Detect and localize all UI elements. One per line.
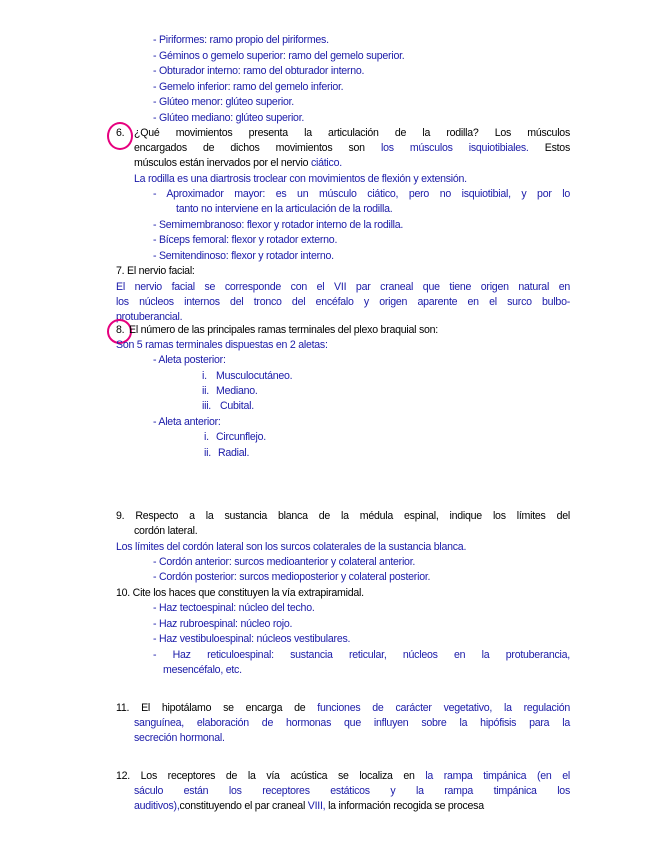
question-text: 9. Respecto a la sustancia blanca de la médula espinal, indique los límites del xyxy=(116,510,570,522)
question-fragment: Estos xyxy=(544,142,570,154)
list-item: - Semimembranoso: flexor y rotador interno de la rodilla. xyxy=(153,219,404,231)
roman-numeral: i. xyxy=(204,431,209,443)
answer-text: los núcleos internos del tronco del encéfalo y origen aparente en el surco bulbo- xyxy=(116,296,570,308)
answer-text: secreción hormonal. xyxy=(134,732,225,744)
list-item: - Haz rubroespinal: núcleo rojo. xyxy=(153,618,293,630)
answer-fragment: auditivos), xyxy=(134,800,180,812)
list-heading: - Aleta posterior: xyxy=(153,354,226,366)
nerve-name: Cubital. xyxy=(220,400,254,412)
list-item-continuation: mesencéfalo, etc. xyxy=(163,664,242,676)
roman-list-item xyxy=(204,446,249,461)
nerve-name: Circunflejo. xyxy=(216,431,266,443)
question-fragment: músculos están inervados por el nervio xyxy=(134,157,309,169)
list-item: - Piriformes: ramo propio del piriformes. xyxy=(153,34,329,46)
list-item: - Glúteo menor: glúteo superior. xyxy=(153,96,294,108)
answer-text: Son 5 ramas terminales dispuestas en 2 aletas: xyxy=(116,339,328,351)
roman-numeral: ii. xyxy=(204,447,211,459)
answer-fragment: funciones de carácter vegetativo, la regulación xyxy=(317,702,570,714)
question-fragment: 12. Los receptores de la vía acústica se localiza en xyxy=(116,770,415,782)
question-text xyxy=(134,141,570,156)
question-text xyxy=(116,769,570,784)
list-item: - Haz tectoespinal: núcleo del techo. xyxy=(153,602,315,614)
question-fragment: 11. El hipotálamo se encarga de xyxy=(116,702,306,714)
list-item: - Haz vestibuloespinal: núcleos vestibulares. xyxy=(153,633,351,645)
answer-text: La rodilla es una diartrosis troclear con movimientos de flexión y extensión. xyxy=(134,173,467,185)
roman-list-item xyxy=(204,430,266,445)
list-item: - Gemelo inferior: ramo del gemelo inferior. xyxy=(153,81,344,93)
question-number: 8. xyxy=(116,324,125,336)
answer-fragment: ciático. xyxy=(310,157,342,169)
question-text: 7. El nervio facial: xyxy=(116,265,195,277)
list-item: - Cordón posterior: surcos medioposterior y colateral posterior. xyxy=(153,571,431,583)
list-item-continuation: tanto no interviene en la articulación de la rodilla. xyxy=(176,203,393,215)
roman-list-item xyxy=(202,384,258,399)
question-fragment: encargados de dichos movimientos son xyxy=(134,142,365,154)
list-item: - Cordón anterior: surcos medioanterior y colateral anterior. xyxy=(153,556,416,568)
list-item: - Glúteo mediano: glúteo superior. xyxy=(153,112,305,124)
answer-fragment: los músculos isquiotibiales. xyxy=(380,142,529,154)
question-text: cordón lateral. xyxy=(134,525,198,537)
answer-text: Los límites del cordón lateral son los surcos colaterales de la sustancia blanca. xyxy=(116,541,467,553)
answer-text: protuberancial. xyxy=(116,311,183,323)
answer-text: El nervio facial se corresponde con el VII par craneal que tiene origen natural en xyxy=(116,281,570,293)
roman-list-item xyxy=(202,399,254,414)
list-item: - Aproximador mayor: es un músculo ciático, pero no isquiotibial, y por lo xyxy=(153,188,570,200)
list-item: - Haz reticuloespinal: sustancia reticular, núcleos en la protuberancia, xyxy=(153,649,570,661)
question-text xyxy=(116,701,570,716)
question-fragment: la información recogida se procesa xyxy=(328,800,484,812)
answer-fragment: VIII, xyxy=(307,800,326,812)
answer-text: sanguínea, elaboración de hormonas que influyen sobre la hipófisis para la xyxy=(134,717,570,729)
question-text: 10. Cite los haces que constituyen la vía extrapiramidal. xyxy=(116,587,364,599)
nerve-name: Musculocutáneo. xyxy=(216,370,293,382)
list-item: - Géminos o gemelo superior: ramo del gemelo superior. xyxy=(153,50,405,62)
list-item: - Bíceps femoral: flexor y rotador externo. xyxy=(153,234,338,246)
nerve-name: Mediano. xyxy=(216,385,258,397)
question-text: El número de las principales ramas terminales del plexo braquial son: xyxy=(129,324,438,336)
roman-numeral: i. xyxy=(202,370,207,382)
roman-numeral: ii. xyxy=(202,385,209,397)
answer-text xyxy=(134,799,570,814)
list-heading: - Aleta anterior: xyxy=(153,416,221,428)
list-item: - Obturador interno: ramo del obturador interno. xyxy=(153,65,365,77)
question-fragment: constituyendo el par craneal xyxy=(179,800,306,812)
answer-text: sáculo están los receptores estáticos y la rampa timpánica los xyxy=(134,785,570,797)
nerve-name: Radial. xyxy=(218,447,250,459)
list-item: - Semitendinoso: flexor y rotador interno. xyxy=(153,250,334,262)
roman-numeral: iii. xyxy=(202,400,212,412)
question-text xyxy=(134,156,342,171)
roman-list-item xyxy=(202,369,292,384)
answer-fragment: la rampa timpánica (en el xyxy=(425,770,570,782)
question-text: ¿Qué movimientos presenta la articulación de la rodilla? Los músculos xyxy=(134,127,570,139)
question-number: 6. xyxy=(116,127,125,139)
